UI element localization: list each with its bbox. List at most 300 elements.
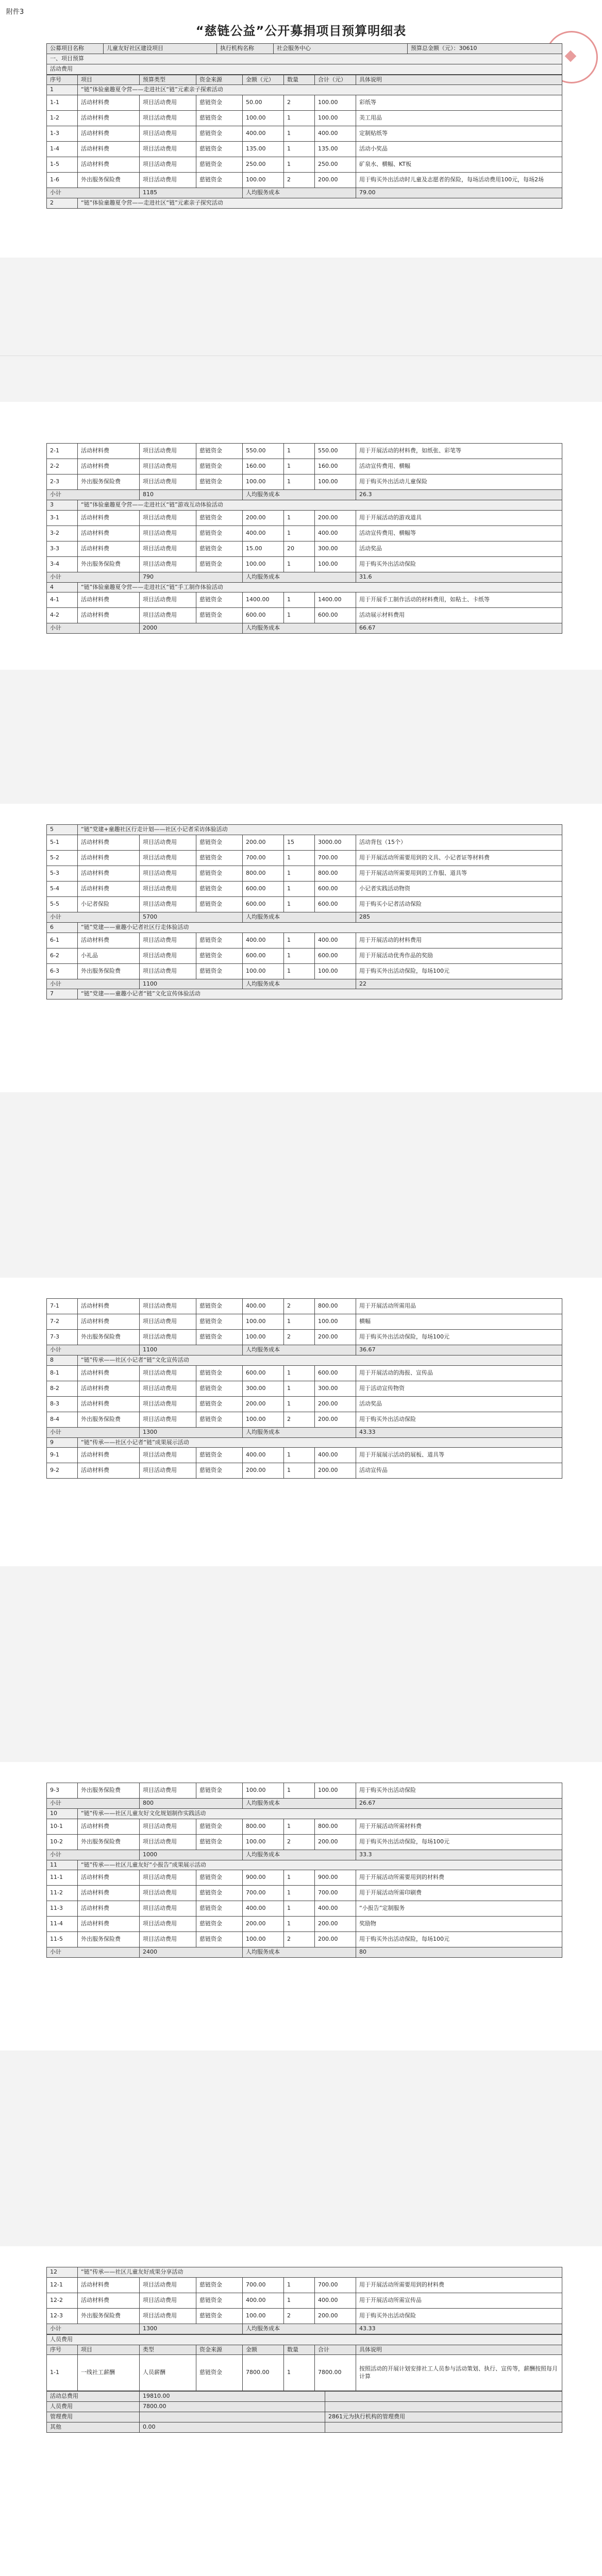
cell-type: 项目活动费用	[140, 142, 196, 157]
budget-table	[46, 1783, 562, 1958]
cell-price: 160.00	[243, 459, 284, 474]
cell-fund: 慈链资金	[196, 1917, 243, 1932]
subtotal-row	[47, 979, 562, 989]
cell-desc: 用于购买外出活动儿童保险	[356, 474, 562, 490]
cell-price: 100.00	[243, 556, 284, 572]
table-row	[47, 1901, 562, 1917]
cell-amount: 200.00	[315, 1396, 356, 1412]
cell-price: 900.00	[243, 1870, 284, 1886]
group-title: “链”传承——社区小记者“链”文化宣传活动	[78, 1355, 562, 1365]
table-row	[47, 1463, 562, 1479]
cell-type: 项目活动费用	[140, 1819, 196, 1834]
cell-price: 300.00	[243, 1381, 284, 1396]
cell-amount: 200.00	[315, 1834, 356, 1850]
cell-qty: 1	[284, 1901, 315, 1917]
subtotal-value: 1100	[140, 1345, 243, 1355]
subtotal-label: 小计	[47, 490, 140, 500]
cell-qty: 1	[284, 1365, 315, 1381]
cell-type: 项目活动费用	[140, 835, 196, 850]
cell-fund: 慈链资金	[196, 1819, 243, 1834]
subtotal-label: 小计	[47, 2324, 140, 2334]
group-seq: 1	[47, 85, 78, 95]
subtotal-label: 小计	[47, 979, 140, 989]
cell-price: 100.00	[243, 1314, 284, 1330]
cell-price: 200.00	[243, 1463, 284, 1479]
cell-item: 活动材料费	[78, 510, 140, 526]
subtotal-label: 小计	[47, 572, 140, 582]
subtotal-label: 小计	[47, 1427, 140, 1437]
cell-item: 活动材料费	[78, 850, 140, 866]
subtotal-label: 小计	[47, 1799, 140, 1809]
group-title: “链”党建——童趣小记者社区行走体验活动	[78, 922, 562, 933]
cell-desc: 彩纸等	[356, 95, 562, 111]
group-title-row	[47, 85, 562, 95]
table-row	[47, 526, 562, 541]
cell-type: 项目活动费用	[140, 526, 196, 541]
cell-item: 活动材料费	[78, 1463, 140, 1479]
cell-qty: 1	[284, 142, 315, 157]
group-seq: 12	[47, 2267, 78, 2278]
cell-seq: 6-3	[47, 963, 78, 979]
cell-qty: 2	[284, 95, 315, 111]
per-capita-label: 人均服务成本	[243, 1345, 356, 1355]
cell-type: 项目活动费用	[140, 459, 196, 474]
cell-type: 项目活动费用	[140, 173, 196, 188]
table-row	[47, 556, 562, 572]
table-row	[47, 1365, 562, 1381]
cell-type: 项目活动费用	[140, 933, 196, 948]
cell-desc: 用于购买外出活动保险	[356, 556, 562, 572]
cell-qty: 2	[284, 173, 315, 188]
cell-item: 外出服务保险费	[78, 173, 140, 188]
group-title-row	[47, 500, 562, 510]
cell-qty: 1	[284, 1448, 315, 1463]
cell-qty: 1	[284, 1783, 315, 1799]
per-capita-value: 26.67	[356, 1799, 562, 1809]
cell-seq: 5-4	[47, 881, 78, 896]
cell-fund: 慈链资金	[196, 556, 243, 572]
cell-price: 100.00	[243, 1783, 284, 1799]
cell-desc: 用于购买外出活动保险	[356, 1412, 562, 1427]
header-fund: 资金来源	[196, 75, 243, 85]
cell-fund: 慈链资金	[196, 2293, 243, 2308]
management-value	[140, 2412, 325, 2422]
per-capita-label: 人均服务成本	[243, 912, 356, 922]
cell-type: 项目活动费用	[140, 556, 196, 572]
cell-type: 项目活动费用	[140, 963, 196, 979]
cell-amount: 700.00	[315, 2277, 356, 2293]
cell-fund: 慈链资金	[196, 526, 243, 541]
cell-price: 50.00	[243, 95, 284, 111]
cell-seq: 8-2	[47, 1381, 78, 1396]
personnel-table	[46, 2334, 562, 2392]
cell-seq: 11-2	[47, 1886, 78, 1901]
cell-seq: 11-4	[47, 1917, 78, 1932]
cell-seq: 12-3	[47, 2308, 78, 2324]
cell-qty: 2	[284, 1834, 315, 1850]
cell-price: 100.00	[243, 2308, 284, 2324]
cell-fund: 慈链资金	[196, 541, 243, 556]
budget-table	[46, 1298, 562, 1479]
cell-desc: 横幅	[356, 1314, 562, 1330]
cell-price: 100.00	[243, 1412, 284, 1427]
cell-qty: 1	[284, 1917, 315, 1932]
cell-amount: 200.00	[315, 1463, 356, 1479]
personnel-header-fund: 资金来源	[196, 2345, 243, 2355]
per-capita-label: 人均服务成本	[243, 979, 356, 989]
group-title-row	[47, 825, 562, 835]
cell-type: 项目活动费用	[140, 95, 196, 111]
group-title: “链”党建——童趣小记者“链”文化宣传体验活动	[78, 989, 562, 999]
cell-price: 700.00	[243, 1886, 284, 1901]
cell-price: 800.00	[243, 1819, 284, 1834]
cell-qty: 1	[284, 948, 315, 963]
cell-desc: 用于开展活动所需宣传品	[356, 2293, 562, 2308]
group-title-row	[47, 1860, 562, 1870]
cell-seq: 1-4	[47, 142, 78, 157]
document-title: “慈链公益”公开募捐项目预算明细表	[195, 24, 407, 38]
group-title-row	[47, 1437, 562, 1448]
subtotal-value: 1185	[140, 188, 243, 198]
section-personnel: 人员费用	[47, 2334, 562, 2345]
cell-item: 活动材料费	[78, 1365, 140, 1381]
table-row	[47, 1783, 562, 1799]
attachment-label: 附件3	[6, 8, 24, 16]
cell-amount: 600.00	[315, 948, 356, 963]
cell-amount: 400.00	[315, 2293, 356, 2308]
table-row	[47, 1917, 562, 1932]
cell-price: 200.00	[243, 835, 284, 850]
table-row	[47, 541, 562, 556]
group-seq: 11	[47, 1860, 78, 1870]
table-row	[47, 474, 562, 490]
page-3	[0, 804, 602, 1092]
cell-desc: 活动小奖品	[356, 142, 562, 157]
cell-desc: 活动宣传品	[356, 1463, 562, 1479]
cell-amount: 160.00	[315, 459, 356, 474]
subtotal-row	[47, 1850, 562, 1860]
cell-price: 250.00	[243, 157, 284, 173]
cell-seq: 8-3	[47, 1396, 78, 1412]
table-row	[47, 1330, 562, 1345]
totals-table	[46, 2391, 562, 2432]
cell-amount: 100.00	[315, 1314, 356, 1330]
cell-desc: 用于开展活动的材料费用	[356, 933, 562, 948]
group-title: “链”体验童趣夏令营——走进社区“链”手工制作体验活动	[78, 582, 562, 592]
per-capita-value: 66.67	[356, 623, 562, 634]
management-note: 2861元为执行机构的管理费用	[325, 2412, 562, 2422]
cell-type: 项目活动费用	[140, 948, 196, 963]
project-name: 儿童友好社区建设项目	[104, 44, 217, 54]
cell-type: 项目活动费用	[140, 1396, 196, 1412]
cell-item: 活动材料费	[78, 1819, 140, 1834]
cell-desc: 用于开展活动所需用品	[356, 1299, 562, 1314]
subtotal-label: 小计	[47, 1947, 140, 1958]
table-row	[47, 1396, 562, 1412]
cell-price: 100.00	[243, 1932, 284, 1947]
subtotal-row	[47, 490, 562, 500]
cell-fund: 慈链资金	[196, 835, 243, 850]
activity-total-value: 19810.00	[140, 2392, 325, 2402]
cell-qty: 2	[284, 2308, 315, 2324]
cell-item: 活动材料费	[78, 835, 140, 850]
cell-fund: 慈链资金	[196, 896, 243, 912]
cell-desc: 用于购买外出活动保险，每场100元	[356, 1932, 562, 1947]
cell-qty: 1	[284, 2293, 315, 2308]
cell-qty: 1	[284, 608, 315, 623]
page-6	[0, 2246, 602, 2576]
cell-type: 项目活动费用	[140, 474, 196, 490]
cell-fund: 慈链资金	[196, 1901, 243, 1917]
cell-amount: 600.00	[315, 896, 356, 912]
cell-item: 活动材料费	[78, 142, 140, 157]
cell-desc: 用于开展活动优秀作品的奖励	[356, 948, 562, 963]
cell-item: 活动材料费	[78, 2277, 140, 2293]
subtotal-value: 790	[140, 572, 243, 582]
cell-amount: 100.00	[315, 1783, 356, 1799]
subtotal-value: 800	[140, 1799, 243, 1809]
table-row	[47, 1381, 562, 1396]
table-row	[47, 510, 562, 526]
cell-item: 活动材料费	[78, 541, 140, 556]
cell-fund: 慈链资金	[196, 1412, 243, 1427]
per-capita-value: 43.33	[356, 1427, 562, 1437]
page-5	[0, 1762, 602, 2050]
table-row	[47, 95, 562, 111]
cell-desc: 用于开展活动的海报、宣传品	[356, 1365, 562, 1381]
cell-fund: 慈链资金	[196, 1330, 243, 1345]
personnel-total-value: 7800.00	[140, 2402, 325, 2412]
cell-qty: 1	[284, 866, 315, 881]
per-capita-label: 人均服务成本	[243, 2324, 356, 2334]
cell-fund: 慈链资金	[196, 459, 243, 474]
cell-item: 活动材料费	[78, 2293, 140, 2308]
table-row	[47, 850, 562, 866]
cell-fund: 慈链资金	[196, 1396, 243, 1412]
table-row	[47, 592, 562, 608]
personnel-header-seq: 序号	[47, 2345, 78, 2355]
other-value: 0.00	[140, 2422, 325, 2432]
subtotal-value: 2400	[140, 1947, 243, 1958]
per-capita-value: 80	[356, 1947, 562, 1958]
cell-type: 项目活动费用	[140, 1314, 196, 1330]
group-seq: 9	[47, 1437, 78, 1448]
cell-qty: 1	[284, 881, 315, 896]
table-row	[47, 1932, 562, 1947]
personnel-total-label: 人员费用	[47, 2402, 140, 2412]
meta-table	[46, 43, 562, 75]
cell-amount: 100.00	[315, 111, 356, 126]
per-capita-label: 人均服务成本	[243, 490, 356, 500]
table-row	[47, 933, 562, 948]
page-4	[0, 1278, 602, 1566]
cell-desc: 用于开展活动所需要用到的工作服、道具等	[356, 866, 562, 881]
cell-amount: 200.00	[315, 1932, 356, 1947]
cell-price: 600.00	[243, 1365, 284, 1381]
cell-amount: 800.00	[315, 1299, 356, 1314]
per-capita-value: 26.3	[356, 490, 562, 500]
cell-seq: 3-3	[47, 541, 78, 556]
cell-desc: “小报告”定制服务	[356, 1901, 562, 1917]
activity-total-label: 活动总费用	[47, 2392, 140, 2402]
cell-price: 1400.00	[243, 592, 284, 608]
subtotal-value: 1000	[140, 1850, 243, 1860]
cell-qty: 1	[284, 1870, 315, 1886]
management-label: 管理费用	[47, 2412, 140, 2422]
cell-seq: 5-2	[47, 850, 78, 866]
org-label: 执行机构名称	[217, 44, 274, 54]
cell-amount: 200.00	[315, 1412, 356, 1427]
group-seq: 4	[47, 582, 78, 592]
personnel-header-item: 项目	[78, 2345, 140, 2355]
cell-seq: 9-2	[47, 1463, 78, 1479]
budget-table-page3	[46, 824, 562, 999]
budget-table-page4	[46, 1298, 562, 1479]
budget-total-label: 预算总金额（元）：30610	[408, 44, 562, 54]
group-seq: 8	[47, 1355, 78, 1365]
cell-fund: 慈链资金	[196, 948, 243, 963]
project-name-label: 公募项目名称	[47, 44, 104, 54]
subtotal-value: 1300	[140, 2324, 243, 2334]
cell-fund: 慈链资金	[196, 866, 243, 881]
cell-amount: 300.00	[315, 1381, 356, 1396]
cell-item: 活动材料费	[78, 866, 140, 881]
cell-amount: 800.00	[315, 1819, 356, 1834]
cell-item: 小礼品	[78, 948, 140, 963]
group-title: “链”党建+童趣社区行走计划——社区小记者采访体验活动	[78, 825, 562, 835]
cell-price: 100.00	[243, 173, 284, 188]
table-row	[47, 948, 562, 963]
cell-amount: 400.00	[315, 126, 356, 142]
per-capita-label: 人均服务成本	[243, 1947, 356, 1958]
personnel-row-item: 一线社工薪酬	[78, 2355, 140, 2391]
cell-fund: 慈链资金	[196, 1299, 243, 1314]
cell-fund: 慈链资金	[196, 142, 243, 157]
cell-price: 400.00	[243, 1299, 284, 1314]
cell-item: 外出服务保险费	[78, 1412, 140, 1427]
cell-fund: 慈链资金	[196, 1886, 243, 1901]
cell-amount: 100.00	[315, 556, 356, 572]
cell-amount: 700.00	[315, 1886, 356, 1901]
cell-fund: 慈链资金	[196, 881, 243, 896]
cell-price: 400.00	[243, 2293, 284, 2308]
personnel-row-amount: 7800.00	[315, 2355, 356, 2391]
cell-desc: 用于开展手工制作活动的材料费用，如粘土、卡纸等	[356, 592, 562, 608]
cell-seq: 1-2	[47, 111, 78, 126]
cell-desc: 用于开展活动所需要用到的材料费	[356, 2277, 562, 2293]
cell-fund: 慈链资金	[196, 1463, 243, 1479]
table-row	[47, 111, 562, 126]
cell-desc: 用于购买外出活动保险，每场100元	[356, 1330, 562, 1345]
cell-desc: 美工用品	[356, 111, 562, 126]
cell-fund: 慈链资金	[196, 95, 243, 111]
group-title-row	[47, 2267, 562, 2278]
personnel-row-type: 人员薪酬	[140, 2355, 196, 2391]
cell-qty: 15	[284, 835, 315, 850]
cell-type: 项目活动费用	[140, 592, 196, 608]
per-capita-value: 33.3	[356, 1850, 562, 1860]
cell-qty: 2	[284, 1932, 315, 1947]
cell-qty: 1	[284, 1886, 315, 1901]
table-row	[47, 1299, 562, 1314]
cell-price: 100.00	[243, 474, 284, 490]
cell-amount: 1400.00	[315, 592, 356, 608]
header-amount: 合计（元）	[315, 75, 356, 85]
group-title-row	[47, 582, 562, 592]
budget-table	[46, 2267, 562, 2334]
cell-seq: 8-1	[47, 1365, 78, 1381]
cell-qty: 1	[284, 592, 315, 608]
per-capita-label: 人均服务成本	[243, 188, 356, 198]
cell-seq: 4-2	[47, 608, 78, 623]
table-row	[47, 444, 562, 459]
cell-type: 项目活动费用	[140, 1365, 196, 1381]
cell-price: 800.00	[243, 866, 284, 881]
cell-amount: 400.00	[315, 1901, 356, 1917]
cell-seq: 10-1	[47, 1819, 78, 1834]
cell-type: 项目活动费用	[140, 1901, 196, 1917]
cell-price: 700.00	[243, 2277, 284, 2293]
subtotal-row	[47, 912, 562, 922]
cell-type: 项目活动费用	[140, 1783, 196, 1799]
table-row	[47, 2293, 562, 2308]
cell-qty: 1	[284, 126, 315, 142]
cell-price: 100.00	[243, 1834, 284, 1850]
cell-price: 400.00	[243, 526, 284, 541]
group-title: “链”传承——社区儿童友好文化规划制作实践活动	[78, 1808, 562, 1819]
subtotal-row	[47, 1427, 562, 1437]
personnel-row-qty: 1	[284, 2355, 315, 2391]
cell-fund: 慈链资金	[196, 2308, 243, 2324]
group-seq: 3	[47, 500, 78, 510]
subtotal-value: 1300	[140, 1427, 243, 1437]
cell-seq: 6-1	[47, 933, 78, 948]
per-capita-value: 43.33	[356, 2324, 562, 2334]
cell-price: 100.00	[243, 111, 284, 126]
cell-seq: 8-4	[47, 1412, 78, 1427]
cell-fund: 慈链资金	[196, 933, 243, 948]
table-row	[47, 2277, 562, 2293]
subtotal-row	[47, 1947, 562, 1958]
cell-type: 项目活动费用	[140, 1886, 196, 1901]
cell-type: 项目活动费用	[140, 157, 196, 173]
cell-type: 项目活动费用	[140, 541, 196, 556]
cell-seq: 5-3	[47, 866, 78, 881]
cell-qty: 1	[284, 444, 315, 459]
cell-desc: 活动奖品	[356, 1396, 562, 1412]
cell-desc: 用于开展活动的材料费，如纸张、彩笔等	[356, 444, 562, 459]
cell-desc: 小记者实践活动物资	[356, 881, 562, 896]
cell-price: 400.00	[243, 1448, 284, 1463]
per-capita-value: 79.00	[356, 188, 562, 198]
cell-item: 活动材料费	[78, 1886, 140, 1901]
subtotal-row	[47, 1345, 562, 1355]
header-row	[47, 75, 562, 85]
page-gap	[0, 355, 602, 356]
cell-qty: 1	[284, 1819, 315, 1834]
group-title: “链”体验童趣夏令营——走进社区“链”元素亲子探究活动	[78, 198, 562, 209]
cell-desc: 用于开展活动所需材料费	[356, 1819, 562, 1834]
group-title: “链”体验童趣夏令营——走进社区“链”元素亲子探索活动	[78, 85, 562, 95]
cell-item: 活动材料费	[78, 1870, 140, 1886]
subtotal-label: 小计	[47, 1850, 140, 1860]
cell-item: 活动材料费	[78, 459, 140, 474]
cell-seq: 7-2	[47, 1314, 78, 1330]
cell-fund: 慈链资金	[196, 1448, 243, 1463]
personnel-header-price: 金额	[243, 2345, 284, 2355]
cell-type: 项目活动费用	[140, 2293, 196, 2308]
cell-qty: 1	[284, 2277, 315, 2293]
